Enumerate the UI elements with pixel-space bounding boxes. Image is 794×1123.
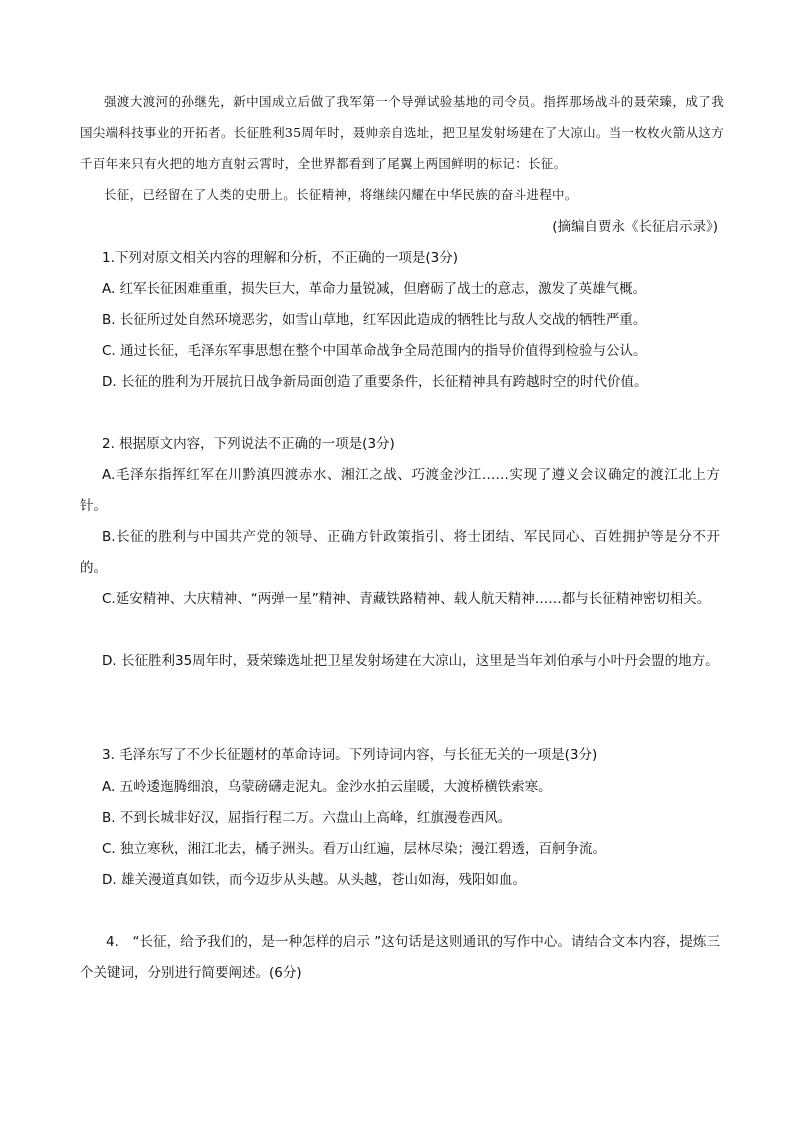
question-1-stem: 1.下列对原文相关内容的理解和分析，不正确的一项是(3分) — [102, 250, 459, 266]
article-source: (摘编自贾永《长征启示录》) — [552, 219, 718, 235]
question-3-option-d: D. 雄关漫道真如铁，而今迈步从头越。从头越，苍山如海，残阳如血。 — [102, 872, 526, 888]
question-1-option-d: D. 长征的胜利为开展抗日战争新局面创造了重要条件，长征精神具有跨越时空的时代价值。 — [102, 374, 648, 390]
question-2-option-b: B.长征的胜利与中国共产党的领导、正确方针政策指引、将士团结、军民同心、百姓拥护等是分不开的。 — [80, 529, 720, 576]
question-4-stem: 4. “长征，给予我们的，是一种怎样的启示 ”这句话是这则通讯的写作中心。请结合文本内容，提炼三个关键词，分别进行简要阐述。(6分) — [80, 934, 720, 981]
question-2-option-c: C.延安精神、大庆精神、“两弹一星”精神、青藏铁路精神、载人航天精神……都与长征精神密切相关。 — [102, 591, 711, 607]
question-2-option-d: D. 长征胜利35周年时，聂荣臻选址把卫星发射场建在大凉山，这里是当年刘伯承与小叶丹会盟的地方。 — [102, 653, 719, 669]
question-2-option-a: A.毛泽东指挥红军在川黔滇四渡赤水、湘江之战、巧渡金沙江……实现了遵义会议确定的渡江北上方针。 — [80, 467, 720, 514]
question-3-option-b: B. 不到长城非好汉，屈指行程二万。六盘山上高峰，红旗漫卷西风。 — [102, 810, 512, 826]
question-3-option-c: C. 独立寒秋，湘江北去，橘子洲头。看万山红遍，层林尽染；漫江碧透，百舸争流。 — [102, 841, 607, 857]
question-2-stem: 2. 根据原文内容，下列说法不正确的一项是(3分) — [102, 436, 395, 452]
question-3-option-a: A. 五岭逶迤腾细浪，乌蒙磅礴走泥丸。金沙水拍云崖暖，大渡桥横铁索寒。 — [102, 779, 552, 795]
question-3-stem: 3. 毛泽东写了不少长征题材的革命诗词。下列诗词内容，与长征无关的一项是(3分) — [102, 747, 598, 763]
question-1-option-b: B. 长征所过处自然环境恶劣，如雪山草地，红军因此造成的牺牲比与敌人交战的牺牲严重。 — [102, 312, 647, 328]
question-1-option-c: C. 通过长征，毛泽东军事思想在整个中国革命战争全局范围内的指导价值得到检验与公认。 — [102, 343, 647, 359]
question-1-option-a: A. 红军长征困难重重，损失巨大，革命力量锐减，但磨砺了战士的意志，激发了英雄气概。 — [102, 281, 647, 297]
article-paragraph-2: 长征，已经留在了人类的史册上。长征精神，将继续闪耀在中华民族的奋斗进程中。 — [104, 187, 578, 202]
article-paragraph-1: 强渡大渡河的孙继先，新中国成立后做了我军第一个导弹试验基地的司令员。指挥那场战斗的聂荣臻，成了我国尖端科技事业的开拓者。长征胜利35周年时，聂帅亲自选址，把卫星发射场建在了大凉山。当一枚枚火箭从这方千百年来只有火把的地方直射云霄时，全世界都看到了尾翼上两国鲜明的标记：长征。 — [80, 94, 724, 171]
